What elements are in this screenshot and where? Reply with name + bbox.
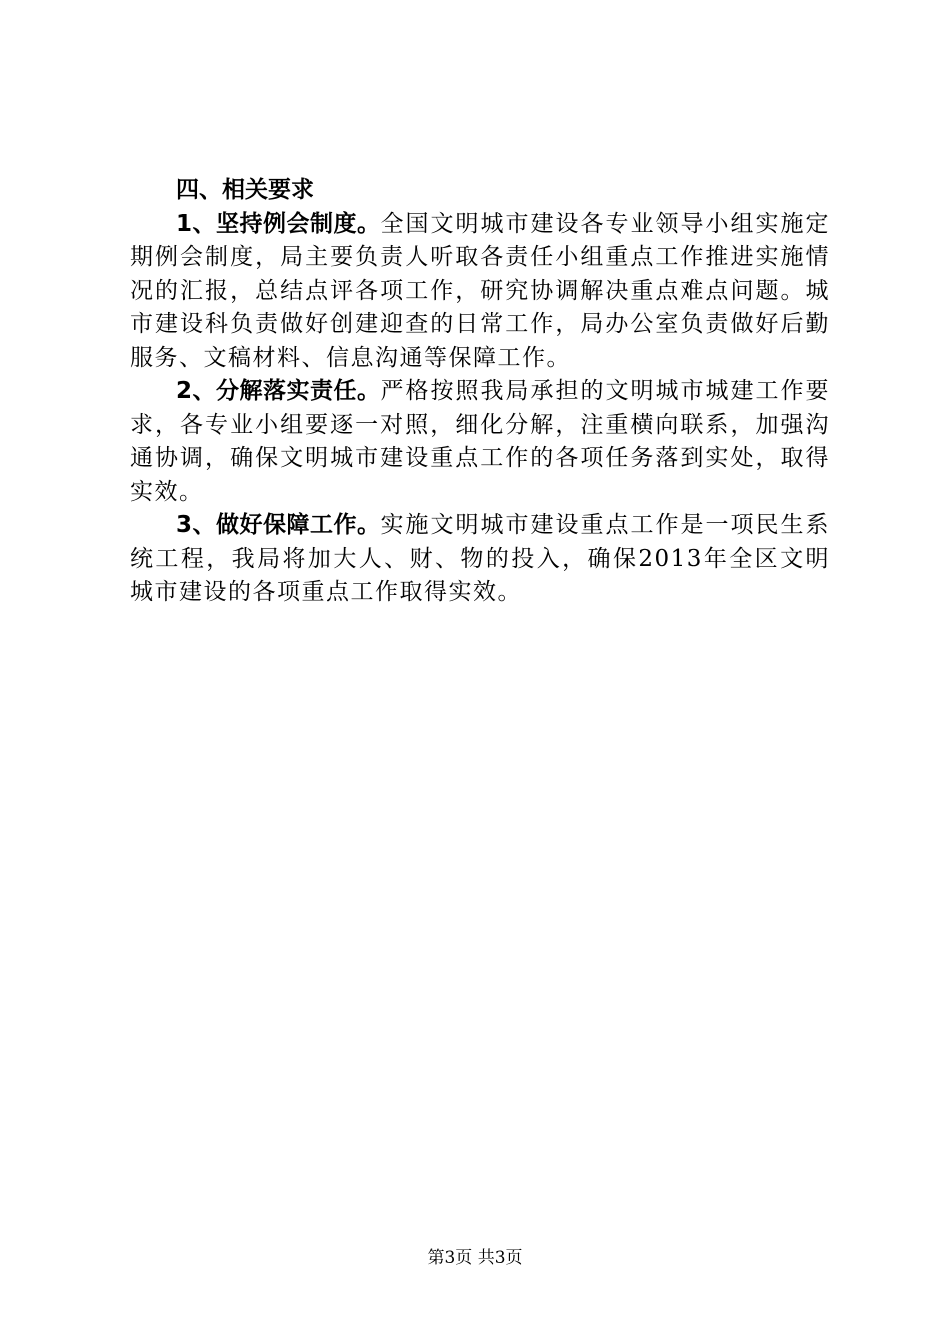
paragraph-3 [130, 509, 830, 610]
paragraph-3-lead: 3、做好保障工作。 [176, 512, 381, 538]
paragraph-2 [130, 375, 830, 509]
paragraph-1-body: 全国文明城市建设各专业领导小组实施定期例会制度，局主要负责人听取各责任小组重点工作推进实施情况的汇报，总结点评各项工作，研究协调解决重点难点问题。城市建设科负责做好创建迎查的日常工作，局办公室负责做好后勤服务、文稿材料、信息沟通等保障工作。 [130, 210, 830, 371]
paragraph-1 [130, 208, 830, 376]
section-heading: 四、相关要求 [176, 177, 314, 203]
paragraph-1-lead: 1、坚持例会制度。 [176, 210, 381, 237]
paragraph-3-body: 实施文明城市建设重点工作是一项民生系统工程，我局将加大人、财、物的投入，确保2013年全区文明城市建设的各项重点工作取得实效。 [130, 512, 830, 605]
paragraph-2-body: 严格按照我局承担的文明城市城建工作要求，各专业小组要逐一对照，细化分解，注重横向联系，加强沟通协调，确保文明城市建设重点工作的各项任务落到实处，取得实效。 [130, 378, 830, 505]
paragraph-2-lead: 2、分解落实责任。 [176, 378, 381, 404]
document-body [130, 174, 830, 610]
page-footer: 第3页 共3页 [427, 1248, 523, 1268]
